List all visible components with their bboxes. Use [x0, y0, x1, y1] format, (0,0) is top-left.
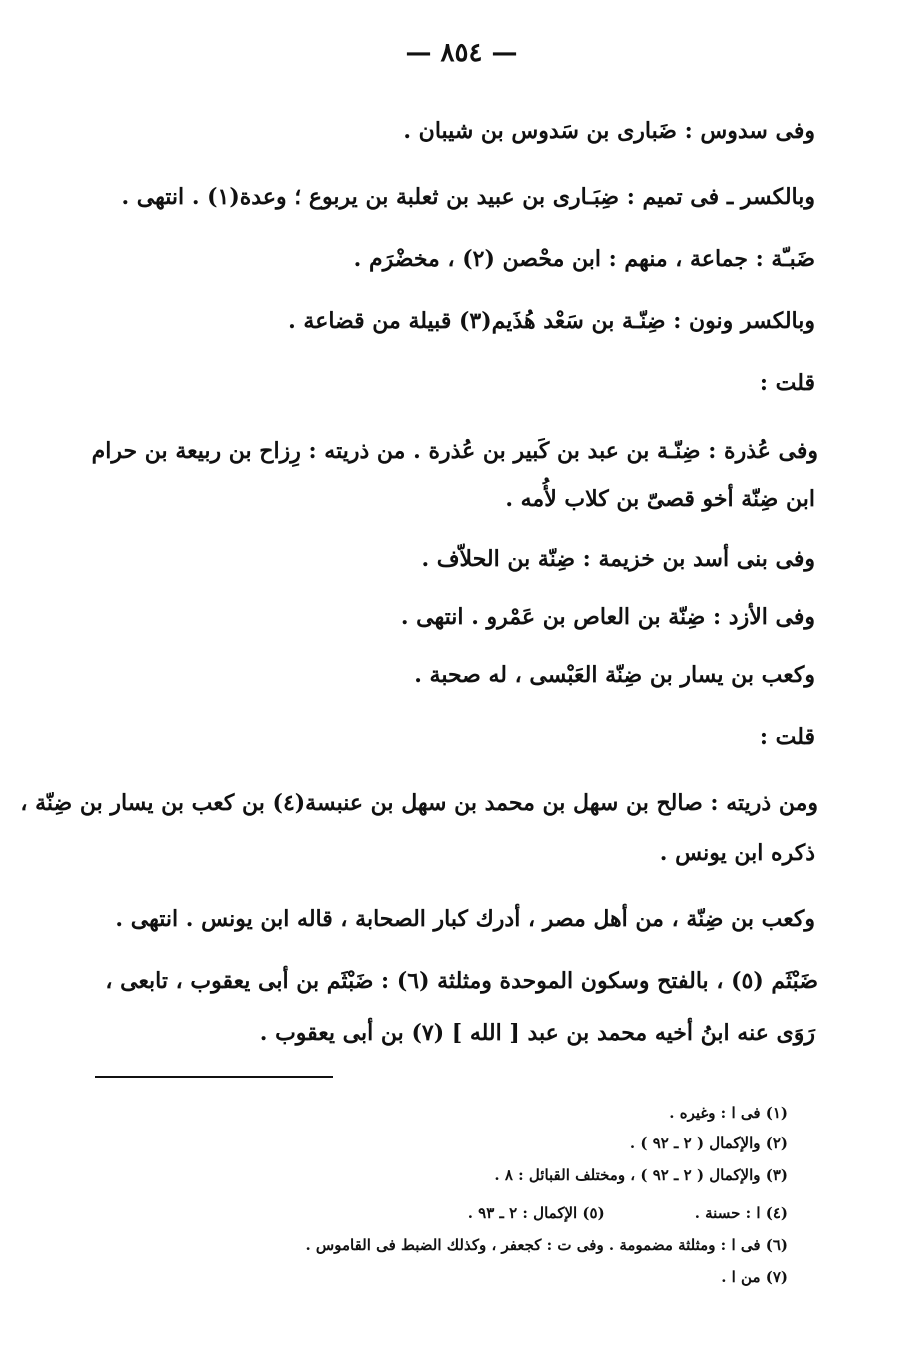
text-line: رَوَى عنه ابنُ أخيه محمد بن عبد [ الله ] (٧) بن أبى يعقوب .: [259, 1020, 815, 1046]
text-line: وفى عُذرة : ضِنّـة بن عبد بن كَبير بن عُذرة . من ذريته : رِزاح بن ربيعة بن حرام: [91, 438, 818, 464]
text-line: وبالكسر ـ فى تميم : ضِبَـارى بن عبيد بن ثعلبة بن يربوع ؛ وعدة(١) . انتهى .: [121, 184, 815, 210]
text-line: ابن ضِنّة أخو قصىّ بن كلاب لأُمه .: [505, 486, 815, 512]
text-line: وفى سدوس : ضَبارى بن سَدوس بن شيبان .: [403, 118, 815, 144]
footnote: (٤) ا : حسنة .: [694, 1204, 788, 1222]
footnote: (١) فى ا : وغيره .: [669, 1104, 788, 1122]
text-line: ضَبْثَم (٥) ، بالفتح وسكون الموحدة ومثلثة (٦) : ضَبْثَم بن أبى يعقوب ، تابعى ،: [105, 968, 818, 994]
page-number: — ٨٥٤ —: [405, 38, 518, 68]
footnote: (٣) والإكمال ( ٢ ـ ٩٢ ) ، ومختلف القبائل : ٨ .: [494, 1166, 788, 1184]
footnote: (٦) فى ا : ومثلثة مضمومة . وفى ت : كجعفر ، وكذلك الضبط فى القاموس .: [305, 1236, 788, 1254]
text-line: وفى بنى أسد بن خزيمة : ضِنّة بن الحلاّف .: [421, 546, 815, 572]
text-line: وبالكسر ونون : ضِنّـة بن سَعْد هُذَيم(٣) قبيلة من قضاعة .: [288, 308, 815, 334]
footnote: (٢) والإكمال ( ٢ ـ ٩٢ ) .: [629, 1134, 788, 1152]
footnote: (٥) الإكمال : ٢ ـ ٩٣ .: [467, 1204, 605, 1222]
text-line: وكعب بن ضِنّة ، من أهل مصر ، أدرك كبار الصحابة ، قاله ابن يونس . انتهى .: [115, 906, 815, 932]
section-heading: قلت :: [759, 724, 815, 750]
text-line: ضَبـّة : جماعة ، منهم : ابن محْصن (٢) ، مخضْرَم .: [353, 246, 815, 272]
text-line: ومن ذريته : صالح بن سهل بن محمد بن سهل بن عنبسة(٤) بن كعب بن يسار بن ضِنّة ،: [20, 790, 818, 816]
text-line: وفى الأزد : ضِنّة بن العاص بن عَمْرو . انتهى .: [400, 604, 815, 630]
footnote: (٧) من ا .: [721, 1268, 788, 1286]
footnote-separator: [95, 1076, 333, 1078]
footnote-row: [108, 1204, 788, 1222]
section-heading: قلت :: [759, 370, 815, 396]
text-line: وكعب بن يسار بن ضِنّة العَبْسى ، له صحبة .: [414, 662, 815, 688]
text-line: ذكره ابن يونس .: [659, 840, 815, 866]
